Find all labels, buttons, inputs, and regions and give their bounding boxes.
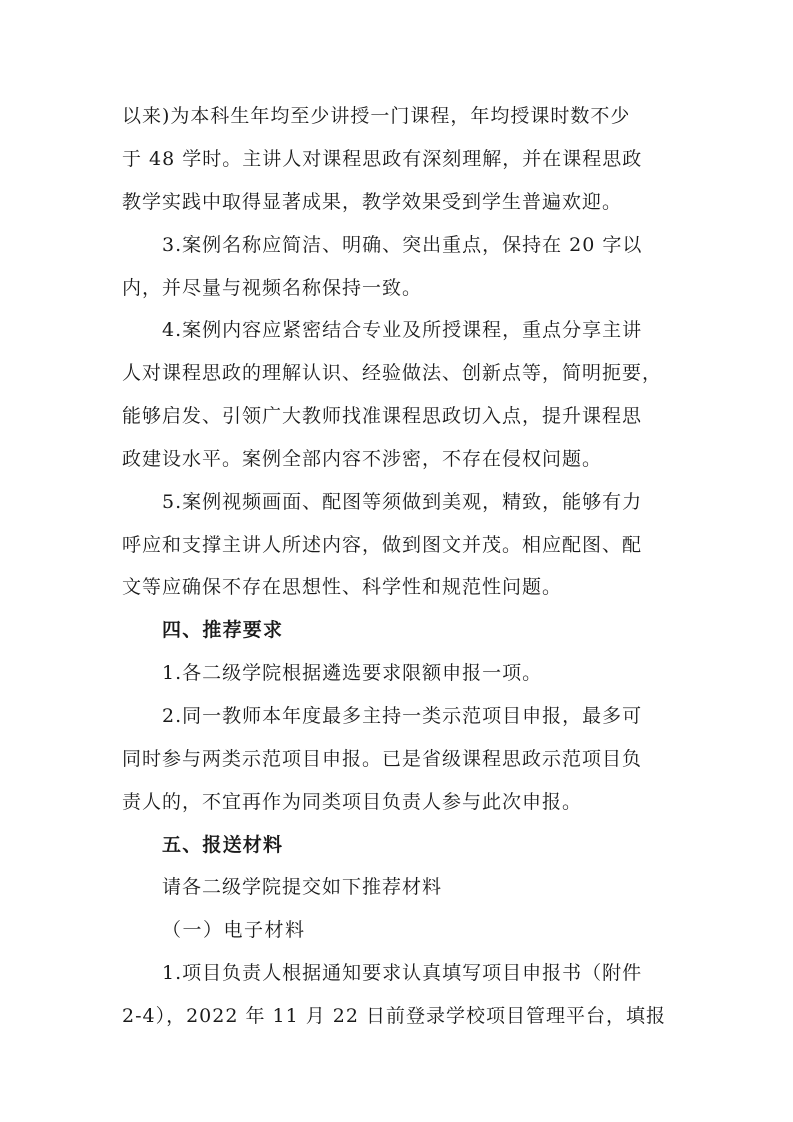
paragraph-line: 同时参与两类示范项目申报。已是省级课程思政示范项目负: [122, 748, 643, 770]
paragraph-line: 于 48 学时。主讲人对课程思政有深刻理解，并在课程思政: [122, 148, 643, 170]
paragraph-line: 以来)为本科生年均至少讲授一门课程，年均授课时数不少: [122, 105, 631, 127]
paragraph-line: 政建设水平。案例全部内容不涉密，不存在侵权问题。: [122, 448, 603, 470]
paragraph-line: 教学实践中取得显著成果，教学效果受到学生普遍欢迎。: [122, 191, 623, 213]
paragraph-line: 文等应确保不存在思想性、科学性和规范性问题。: [122, 576, 563, 598]
paragraph-line: 1.项目负责人根据通知要求认真填写项目申报书（附件: [162, 962, 643, 984]
section-heading: 四、推荐要求: [162, 619, 284, 641]
paragraph-line: 责人的，不宜再作为同类项目负责人参与此次申报。: [122, 791, 583, 813]
paragraph-line: 呼应和支撑主讲人所述内容，做到图文并茂。相应配图、配: [122, 534, 643, 556]
paragraph-line: 1.各二级学院根据遴选要求限额申报一项。: [162, 662, 543, 684]
paragraph-line: 请各二级学院提交如下推荐材料: [162, 876, 443, 898]
paragraph-line: 内，并尽量与视频名称保持一致。: [122, 277, 423, 299]
paragraph-line: 4.案例内容应紧密结合专业及所授课程，重点分享主讲: [162, 319, 643, 341]
paragraph-line: 人对课程思政的理解认识、经验做法、创新点等，简明扼要，: [122, 362, 663, 384]
paragraph-line: 3.案例名称应简洁、明确、突出重点，保持在 20 字以: [162, 234, 643, 256]
paragraph-line: 5.案例视频画面、配图等须做到美观，精致，能够有力: [162, 491, 643, 513]
subsection-heading: （一）电子材料: [162, 919, 306, 941]
section-heading: 五、报送材料: [162, 834, 284, 856]
paragraph-line: 2.同一教师本年度最多主持一类示范项目申报，最多可: [162, 705, 643, 727]
paragraph-line: 2-4），2022 年 11 月 22 日前登录学校项目管理平台，填报: [122, 1005, 667, 1027]
paragraph-line: 能够启发、引领广大教师找准课程思政切入点，提升课程思: [122, 405, 643, 427]
